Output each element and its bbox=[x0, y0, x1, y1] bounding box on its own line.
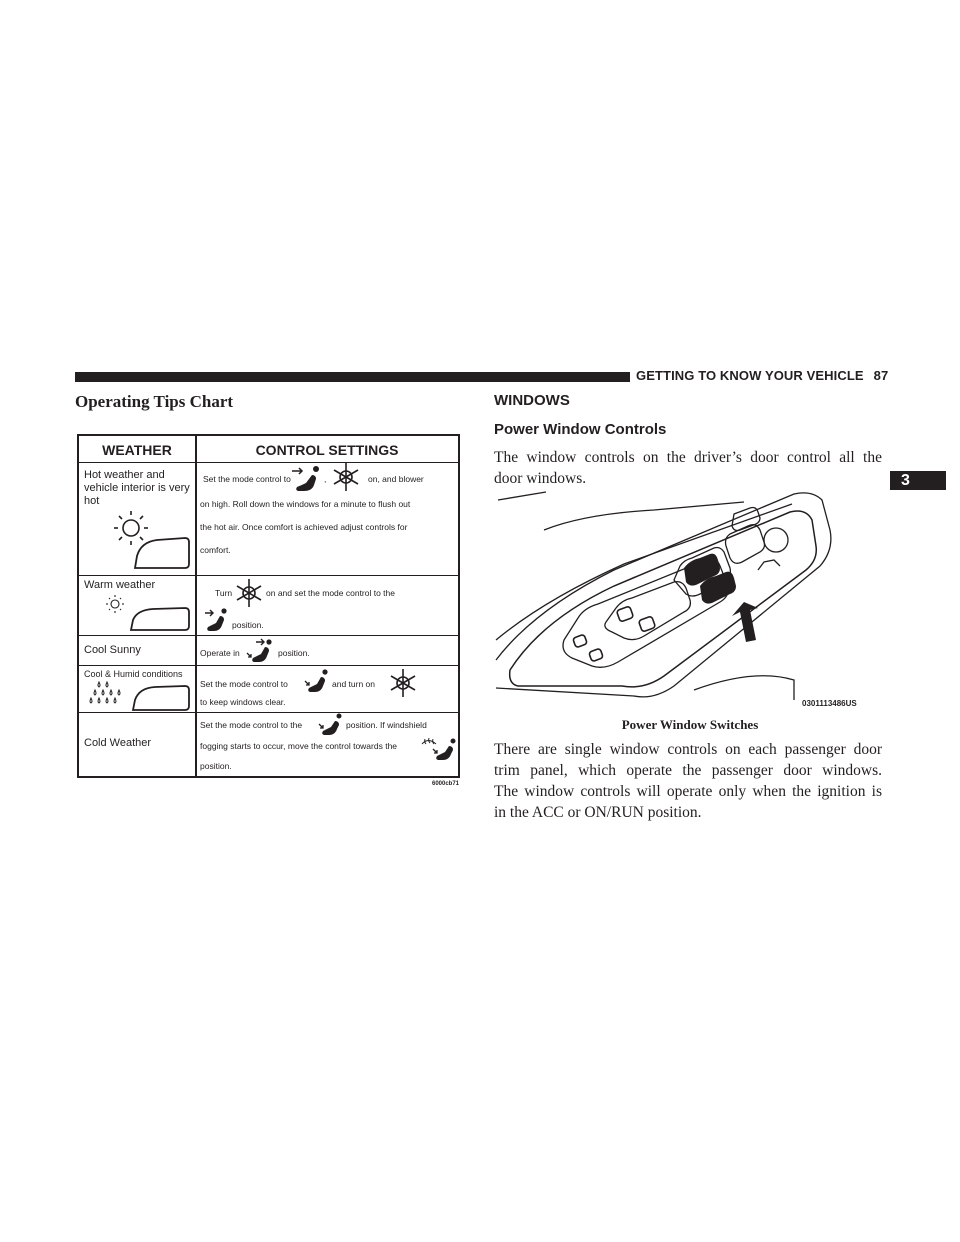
windshield-icon bbox=[133, 686, 189, 710]
defrost-floor-icon bbox=[418, 735, 460, 763]
settings-cell-warm: Turn on and set the mode control to the position. bbox=[200, 576, 454, 635]
chart-code: 6000cb71 bbox=[432, 781, 460, 787]
windshield-icon bbox=[135, 538, 189, 568]
weather-cell-hot: Hot weather and vehicle interior is very hot bbox=[84, 469, 190, 507]
rain-windshield-icon bbox=[85, 680, 191, 712]
rain-drops-icon bbox=[90, 682, 120, 703]
col-header-weather: WEATHER bbox=[102, 442, 172, 458]
snowflake-icon bbox=[388, 668, 418, 698]
header-section: GETTING TO KNOW YOUR VEHICLE bbox=[636, 368, 864, 383]
settings-cell-cool-humid: Set the mode control to and turn on to keep windows clear. bbox=[200, 666, 454, 712]
floor-defrost-vent-icon bbox=[304, 668, 330, 694]
paragraph-2: There are single window controls on each passenger door trim panel, which operate the passenger door windows. The window controls will operate only when the ignition is in the ACC or ON/RUN position. bbox=[494, 741, 882, 821]
power-window-controls-heading: Power Window Controls bbox=[494, 421, 667, 438]
sun-icon bbox=[106, 595, 124, 613]
column-divider bbox=[195, 436, 197, 776]
chapter-tab: 3 bbox=[890, 471, 946, 490]
running-header bbox=[636, 368, 888, 383]
sun-windshield-small-icon bbox=[101, 592, 191, 632]
vent-face-icon bbox=[290, 463, 324, 493]
weather-cell-cool-sunny: Cool Sunny bbox=[84, 644, 141, 656]
operating-tips-chart bbox=[77, 434, 460, 778]
snowflake-icon bbox=[234, 578, 264, 608]
windows-heading: WINDOWS bbox=[494, 392, 570, 409]
page-number: 87 bbox=[873, 368, 889, 383]
settings-cell-cool-sunny: Operate in position. bbox=[200, 636, 454, 665]
weather-cell-cold: Cold Weather bbox=[84, 737, 152, 749]
power-window-switches-illustration bbox=[494, 490, 886, 714]
sun-windshield-icon bbox=[101, 502, 191, 570]
windshield-icon bbox=[131, 608, 189, 630]
weather-cell-warm: Warm weather bbox=[84, 579, 156, 591]
defrost-icon bbox=[422, 738, 436, 744]
settings-cell-cold: Set the mode control to the position. If windshield fogging starts to occur, move the control towards the position. bbox=[200, 713, 454, 778]
weather-cell-cool-humid: Cool & Humid conditions bbox=[84, 669, 183, 679]
sun-icon bbox=[114, 511, 148, 545]
paragraph-1: The window controls on the driver’s door control all the door windows. bbox=[494, 449, 882, 487]
vent-face-icon bbox=[204, 606, 230, 634]
header-bar bbox=[75, 372, 630, 382]
section-title: Operating Tips Chart bbox=[75, 392, 234, 411]
snowflake-icon bbox=[330, 461, 362, 493]
floor-vent-icon bbox=[318, 713, 344, 737]
vent-floor-icon bbox=[246, 637, 274, 664]
col-header-settings: CONTROL SETTINGS bbox=[255, 442, 399, 458]
settings-cell-hot: Set the mode control to , on, and blower on high. Roll down the windows for a minute to flush out the hot air. Once comfort is achieved adjust controls for comfort. bbox=[200, 463, 454, 575]
figure-caption: Power Window Switches bbox=[621, 717, 759, 732]
figure-code: 0301113486US bbox=[802, 699, 857, 708]
